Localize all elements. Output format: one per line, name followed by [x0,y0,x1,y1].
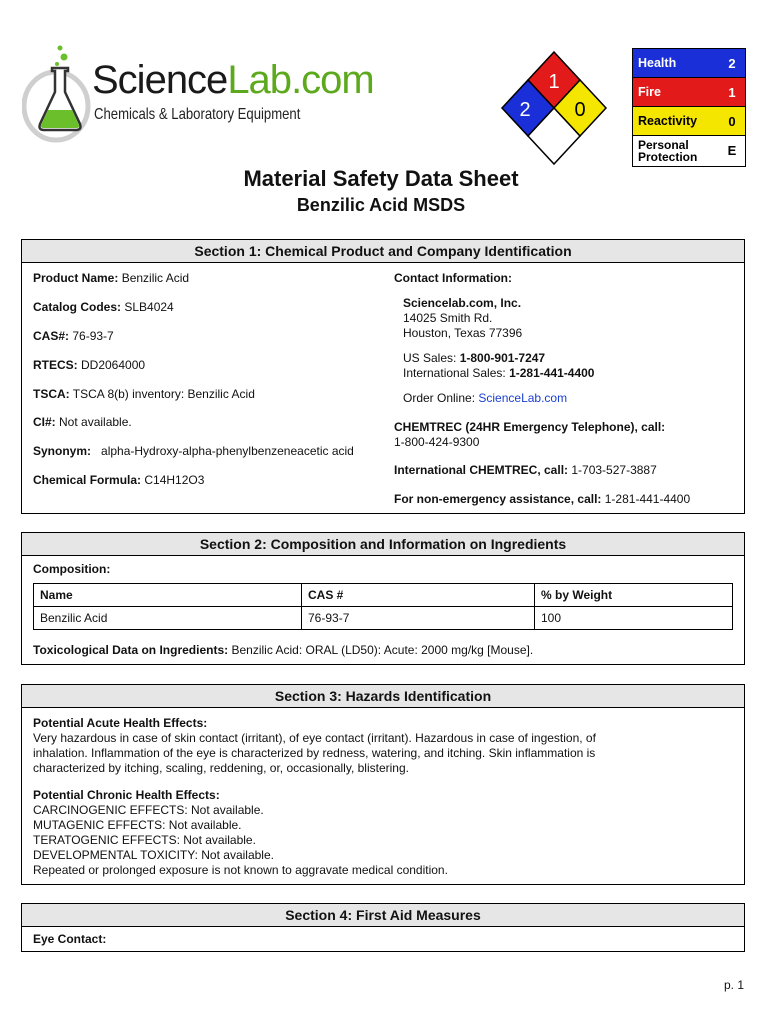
page-title: Material Safety Data Sheet [243,166,519,191]
flask-icon [22,44,92,144]
us-sales-line [403,351,545,365]
rtecs-value: DD2064000 [77,358,146,372]
formula-line [33,473,204,487]
page-subtitle: Benzilic Acid MSDS [296,195,466,215]
section-3-heading: Section 3: Hazards Identification [22,685,744,708]
chronic-effects-line-5: Repeated or prolonged exposure is not known to aggravate medical condition. [33,863,448,877]
composition-label: Composition: [33,562,111,576]
logo-wordmark [92,58,374,103]
catalog-codes-label: Catalog Codes: [33,300,122,314]
hmis-reactivity-label: Reactivity [638,114,698,128]
hmis-ppe-label-line2: Protection [638,150,698,164]
tsca-label: TSCA: [33,387,70,401]
section-3-body [22,708,744,878]
nonemergency-line [394,492,690,506]
company-address-1: 14025 Smith Rd. [403,311,493,325]
ci-label: CI#: [33,415,56,429]
composition-table [33,583,733,630]
chronic-effects-line-3: TERATOGENIC EFFECTS: Not available. [33,833,256,847]
company-address-2: Houston, Texas 77396 [403,326,523,340]
nonemergency-label: For non-emergency assistance, call: [394,492,602,506]
col-weight-header: % by Weight [535,584,733,607]
chronic-effects-line-4: DEVELOPMENTAL TOXICITY: Not available. [33,848,274,862]
rtecs-label: RTECS: [33,358,78,372]
company-name: Sciencelab.com, Inc. [403,296,522,310]
ingredient-cas: 76-93-7 [302,607,535,630]
nfpa-diamond [500,48,608,166]
logo-tagline: Chemicals & Laboratory Equipment [94,106,301,123]
intl-chemtrec-phone: 1-703-527-3887 [568,463,657,477]
section-4 [21,903,745,952]
ci-value: Not available. [55,415,132,429]
hmis-fire-row [633,78,745,107]
section-1 [21,239,745,514]
logo-com: .com [291,58,374,102]
order-online-line [403,391,567,405]
catalog-codes-line [33,300,174,314]
us-sales-phone: 1-800-901-7247 [459,351,546,365]
hmis-ppe-row [633,136,745,166]
hmis-rating-table [632,48,746,167]
ci-line [33,415,132,429]
eye-contact-label: Eye Contact: [33,932,107,946]
intl-sales-line [403,366,594,380]
logo-science: Science [92,58,228,102]
section-2-heading: Section 2: Composition and Information on Ingredients [22,533,744,556]
synonym-label: Synonym: [33,444,92,458]
cas-line [33,329,114,343]
intl-chemtrec-label: International CHEMTREC, call: [394,463,569,477]
ingredient-name: Benzilic Acid [34,607,302,630]
hmis-fire-label: Fire [638,85,661,99]
synonym-line [33,444,354,458]
synonym-value: alpha-Hydroxy-alpha-phenylbenzeneacetic acid [91,444,354,458]
tox-data-line [33,643,533,657]
cas-label: CAS#: [33,329,70,343]
section-3 [21,684,745,885]
composition-header-row [34,584,733,607]
hmis-fire-value: 1 [728,84,736,100]
intl-chemtrec-line [394,463,657,477]
acute-effects-line-3: characterized by itching, scaling, reddening, or, occasionally, blistering. [33,761,409,775]
nfpa-health-value: 2 [519,99,531,121]
section-1-heading: Section 1: Chemical Product and Company Identification [22,240,744,263]
hmis-ppe-label-line1: Personal [638,138,689,152]
hmis-health-row [633,49,745,78]
intl-sales-label: International Sales: [403,366,510,380]
hmis-ppe-value: E [727,143,737,158]
order-online-link[interactable]: ScienceLab.com [478,391,568,405]
rtecs-line [33,358,145,372]
formula-value: C14H12O3 [141,473,205,487]
section-4-body [22,927,744,946]
section-2 [21,532,745,665]
product-name-line [33,271,189,285]
chronic-effects-line-1: CARCINOGENIC EFFECTS: Not available. [33,803,264,817]
tox-data-label: Toxicological Data on Ingredients: [33,643,229,657]
acute-effects-line-1: Very hazardous in case of skin contact (irritant), of eye contact (irritant). Hazardous in case of ingestion, of [33,731,596,745]
formula-label: Chemical Formula: [33,473,142,487]
chronic-effects-line-2: MUTAGENIC EFFECTS: Not available. [33,818,242,832]
hmis-health-label: Health [638,56,677,70]
cas-value: 76-93-7 [69,329,114,343]
acute-effects-label: Potential Acute Health Effects: [33,716,208,730]
hmis-health-value: 2 [728,55,736,71]
nonemergency-phone: 1-281-441-4400 [601,492,691,506]
table-row [34,607,733,630]
section-4-heading: Section 4: First Aid Measures [22,904,744,927]
col-name-header: Name [34,584,302,607]
chemtrec-label: CHEMTREC (24HR Emergency Telephone), call: [394,420,666,434]
contact-info-label: Contact Information: [394,271,512,285]
order-online-label: Order Online: [403,391,479,405]
nfpa-fire-value: 1 [548,71,560,93]
hmis-reactivity-row [633,107,745,136]
tsca-line [33,387,255,401]
tox-data-value: Benzilic Acid: ORAL (LD50): Acute: 2000 mg/kg [Mouse]. [228,643,534,657]
hmis-reactivity-value: 0 [728,113,736,129]
hmis-ppe-label [633,139,719,163]
acute-effects-line-2: inhalation. Inflammation of the eye is characterized by redness, watering, and itching. Skin inflammation is [33,746,596,760]
chemtrec-phone: 1-800-424-9300 [394,435,480,449]
nfpa-reactivity-value: 0 [574,99,586,121]
tsca-value: TSCA 8(b) inventory: Benzilic Acid [69,387,255,401]
col-cas-header: CAS # [302,584,535,607]
product-name-label: Product Name: [33,271,119,285]
product-name-value: Benzilic Acid [118,271,190,285]
catalog-codes-value: SLB4024 [121,300,174,314]
us-sales-label: US Sales: [403,351,460,365]
ingredient-weight: 100 [535,607,733,630]
intl-sales-phone: 1-281-441-4400 [509,366,595,380]
sciencelab-logo[interactable] [22,44,374,144]
page-number: p. 1 [723,978,744,992]
chronic-effects-label: Potential Chronic Health Effects: [33,788,220,802]
logo-lab: Lab [227,58,292,102]
